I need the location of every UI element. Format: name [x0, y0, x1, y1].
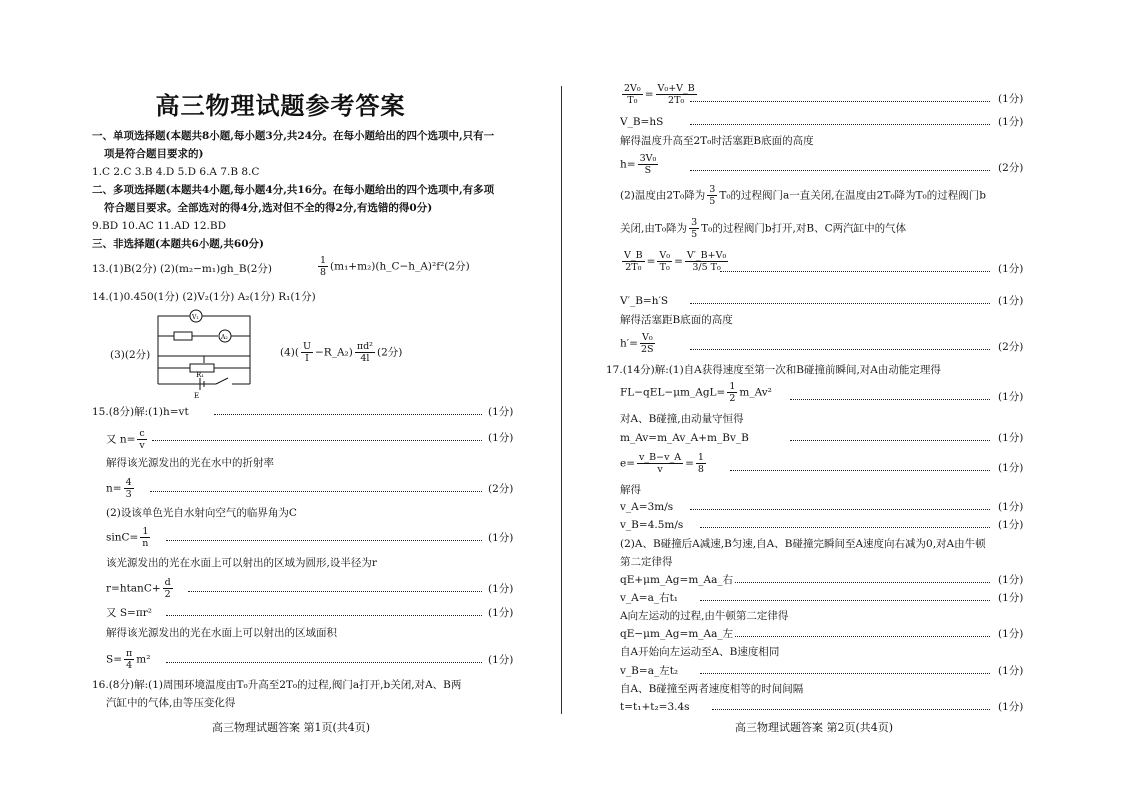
q15-line10: 解得该光源发出的光在水面上可以射出的区域面积 — [106, 627, 337, 639]
dot-leader — [712, 709, 990, 710]
r-line23: A向左运动的过程,由牛顿第二定律得 — [620, 610, 789, 622]
dot-leader — [214, 414, 482, 415]
dot-leader — [690, 124, 990, 125]
q15-line8: r=htanC+ $\frac{d}{2}$ — [106, 577, 171, 600]
q15-line1: 15.(8分)解:(1)h=vt — [92, 406, 189, 418]
r-line3: 解得温度升高至2T₀时活塞距B底面的高度 — [620, 135, 814, 147]
r-line13: 对A、B碰撞,由动量守恒得 — [620, 413, 744, 425]
r-line9: 解得活塞距B底面的高度 — [620, 314, 733, 326]
score: (1分) — [998, 432, 1024, 444]
score: (1分) — [488, 532, 514, 544]
score: (1分) — [998, 519, 1024, 531]
fraction: $\frac{\text{2V₀}}{\text{T₀}}$ — [624, 83, 641, 106]
r-line10: h′= $\frac{\text{V₀}}{2S}$ — [620, 332, 654, 355]
fraction: $\frac{1}{2}$ — [729, 381, 736, 404]
r-line5: (2)温度由2T₀降为 $\frac{3}{5}$ T₀的过程阀门a一直关闭,在温度由2T₀降为T₀的过程阀门b — [620, 184, 986, 207]
r-line20: 第二定律得 — [620, 556, 673, 568]
fraction: $\frac{\text{V₀}}{\text{T₀}}$ — [659, 250, 671, 273]
r-line18: v_B=4.5m/s — [620, 519, 684, 531]
r-line11: 17.(14分)解:(1)自A获得速度至第一次和B碰撞前瞬间,对A由动能定理得 — [606, 364, 941, 376]
fraction: $\frac{V\_B}{\text{2T₀}}$ — [624, 250, 643, 273]
score: (1分) — [998, 665, 1024, 677]
score: (1分) — [998, 628, 1024, 640]
fraction: $\frac{3}{5}$ — [691, 217, 698, 240]
dot-leader — [700, 527, 990, 528]
score: (2分) — [488, 483, 514, 495]
score: (1分) — [998, 462, 1024, 474]
score: (1分) — [998, 263, 1024, 275]
r-line7: $\frac{V\_B}{\text{2T₀}}$ = $\frac{\text{V₀}}{\text{T₀}}$ = $\frac{\text{V′\_B+V₀}}{\text{3/5 T₀}}$ — [624, 250, 727, 273]
score: (1分) — [488, 432, 514, 444]
dot-leader — [690, 509, 990, 510]
q15-line2: 又 n= $\frac{c}{v}$ — [106, 428, 145, 451]
section1-answers: 1.C 2.C 3.B 4.D 5.D 6.A 7.B 8.C — [92, 166, 260, 178]
dot-leader — [166, 662, 482, 663]
dot-leader — [790, 399, 990, 400]
section2-heading-cont: 符合题目要求。全部选对的得4分,选对但不全的得2分,有选错的得0分) — [104, 202, 433, 214]
fraction: $\frac{\text{πd²}}{4l}$ — [356, 341, 373, 364]
dot-leader — [700, 673, 990, 674]
r-line28: t=t₁+t₂=3.4s — [620, 701, 690, 713]
r-line2: V_B=hS — [620, 116, 664, 128]
q15-line5: (2)设该单色光自水射向空气的临界角为C — [106, 507, 297, 519]
q15-line9: 又 S=πr² — [106, 607, 152, 619]
r-line25: 自A开始向左运动至A、B速度相同 — [620, 646, 780, 658]
score: (1分) — [998, 574, 1024, 586]
q15-line7: 该光源发出的光在水面上可以射出的区域为圆形,设半径为r — [106, 557, 377, 569]
r-line21: qE+μm_Ag=m_Aa_右 — [620, 574, 734, 586]
fraction: $\frac{\pi}{4}$ — [126, 648, 133, 671]
r-line14: m_Av=m_Av_A+m_Bv_B — [620, 432, 749, 444]
score: (1分) — [998, 93, 1024, 105]
score: (1分) — [488, 654, 514, 666]
score: (2分) — [998, 341, 1024, 353]
fraction: $\frac{\text{V₀}}{2S}$ — [641, 332, 654, 355]
fraction: $\frac{\text{V′\_B+V₀}}{\text{3/5 T₀}}$ — [686, 250, 727, 273]
fraction: $\frac{1}{8}$ — [320, 255, 327, 278]
fraction: $\frac{3}{5}$ — [709, 184, 716, 207]
score: (1分) — [998, 592, 1024, 604]
r-line6: 关闭,由T₀降为 $\frac{3}{5}$ T₀的过程阀门b打开,对B、C两汽缸中的气体 — [620, 217, 907, 240]
section2-answers: 9.BD 10.AC 11.AD 12.BD — [92, 220, 227, 232]
r-line8: V′_B=h′S — [620, 295, 669, 307]
fraction: $\frac{\text{V₀+V\_B}}{\text{2T₀}}$ — [657, 83, 695, 106]
fraction: $\frac{4}{3}$ — [125, 477, 132, 500]
q15-line6: sinC= $\frac{1}{n}$ — [106, 526, 149, 549]
q14-answer: 14.(1)0.450(1分) (2)V₂(1分) A₂(1分) R₁(1分) — [92, 291, 316, 303]
score: (1分) — [488, 607, 514, 619]
q13-part3: $\frac{1}{8}$ (m₁+m₂)(h_C−h_A)²f²(2分) — [320, 255, 470, 278]
r-line17: v_A=3m/s — [620, 501, 674, 513]
q16-line2: 汽缸中的气体,由等压变化得 — [106, 697, 236, 709]
dot-leader — [720, 271, 990, 272]
r-line19: (2)A、B碰撞后A减速,B匀速,自A、B碰撞完瞬间至A速度向右减为0,对A由牛顿 — [620, 538, 986, 550]
section1-heading: 一、单项选择题(本题共8小题,每小题3分,共24分。在每小题给出的四个选项中,只有一 — [92, 130, 495, 142]
dot-leader — [735, 582, 990, 583]
fraction: $\frac{U}{I}$ — [302, 341, 311, 364]
page-title: 高三物理试题参考答案 — [155, 91, 406, 120]
r-line1: $\frac{\text{2V₀}}{\text{T₀}}$ = $\frac{\text{V₀+V\_B}}{\text{2T₀}}$ — [624, 83, 695, 106]
section1-heading-cont: 项是符合题目要求的) — [104, 148, 204, 160]
fraction: $\frac{v\_B-v\_A}{v}$ — [639, 452, 682, 475]
r-line24: qE−μm_Ag=m_Aa_左 — [620, 628, 734, 640]
dot-leader — [166, 615, 482, 616]
fraction: $\frac{1}{8}$ — [697, 452, 704, 475]
section3-heading: 三、非选择题(本题共6小题,共60分) — [92, 238, 265, 250]
score: (1分) — [998, 116, 1024, 128]
fraction: $\frac{c}{v}$ — [139, 428, 145, 451]
dot-leader — [690, 170, 990, 171]
svg-text:V₁: V₁ — [192, 314, 199, 321]
r-line4: h= $\frac{\text{3V₀}}{S}$ — [620, 153, 657, 176]
fraction: $\frac{\text{3V₀}}{S}$ — [639, 153, 657, 176]
right-footer: 高三物理试题答案 第2页(共4页) — [735, 721, 894, 734]
score: (2分) — [998, 162, 1024, 174]
dot-leader — [700, 600, 990, 601]
score: (1分) — [998, 295, 1024, 307]
dot-leader — [188, 591, 482, 592]
dot-leader — [730, 470, 990, 471]
circuit-diagram — [150, 308, 260, 400]
score: (1分) — [998, 501, 1024, 513]
r-line22: v_A=a_右t₁ — [620, 592, 679, 604]
dot-leader — [690, 303, 990, 304]
fixed-resistor — [174, 332, 192, 340]
dot-leader — [690, 349, 990, 350]
score: (1分) — [998, 701, 1024, 713]
q15-line11: S= $\frac{\pi}{4}$ m² — [106, 648, 151, 671]
fraction: $\frac{1}{n}$ — [142, 526, 149, 549]
r-line16: 解得 — [620, 484, 641, 496]
q14-part3: (3)(2分) — [110, 349, 151, 361]
dot-leader — [166, 540, 482, 541]
q15-line3: 解得该光源发出的光在水中的折射率 — [106, 457, 274, 469]
switch — [216, 378, 228, 384]
fraction: $\frac{d}{2}$ — [164, 577, 171, 600]
score: (1分) — [488, 406, 514, 418]
section2-heading: 二、多项选择题(本题共4小题,每小题4分,共16分。在每小题给出的四个选项中,有多项 — [92, 184, 495, 196]
q13-answer: 13.(1)B(2分) (2)(m₂−m₁)gh_B(2分) — [92, 263, 273, 275]
svg-text:A₂: A₂ — [221, 334, 228, 341]
q15-line4: n= $\frac{4}{3}$ — [106, 477, 132, 500]
svg-text:R₁: R₁ — [196, 371, 205, 379]
q14-part4: (4)( $\frac{U}{I}$ −R_A₂) $\frac{\text{πd²}}{4l}$ (2分) — [280, 341, 403, 364]
dot-leader — [152, 440, 482, 441]
left-footer: 高三物理试题答案 第1页(共4页) — [212, 721, 371, 734]
score: (1分) — [998, 391, 1024, 403]
dot-leader — [690, 101, 990, 102]
dot-leader — [150, 491, 482, 492]
score: (1分) — [488, 583, 514, 595]
dot-leader — [735, 636, 990, 637]
r-line12: FL−qEL−μm_AgL= $\frac{1}{2}$ m_Av² — [620, 381, 772, 404]
r-line27: 自A、B碰撞至两者速度相等的时间间隔 — [620, 683, 804, 695]
q16-line1: 16.(8分)解:(1)周围环境温度由T₀升高至2T₀的过程,阀门a打开,b关闭,对A、B两 — [92, 679, 462, 691]
r-line26: v_B=a_左t₂ — [620, 665, 679, 677]
svg-text:E: E — [194, 392, 200, 400]
dot-leader — [790, 440, 990, 441]
r-line15: e= $\frac{v\_B-v\_A}{v}$ = $\frac{1}{8}$ — [620, 452, 704, 475]
page-divider — [561, 86, 562, 714]
